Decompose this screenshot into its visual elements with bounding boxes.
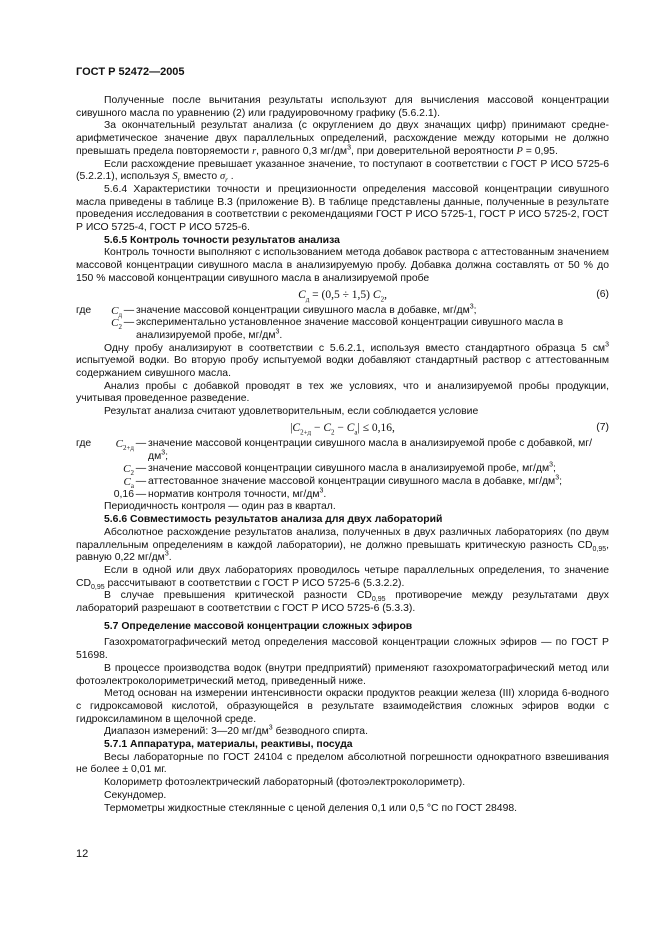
definition-row: 0,16 — норматив контроля точности, $мг/дм^3$. bbox=[113, 487, 327, 500]
paragraph: Весы лабораторные по ГОСТ 24104 с пределом абсолютной погрешности однократного взвешивания не более ± 0,01 мг. bbox=[76, 751, 609, 776]
page-body bbox=[76, 95, 609, 815]
section-heading: 5.6.6 Совместимость результатов анализа для двух лабораторий bbox=[104, 514, 443, 526]
paragraph: Метод основан на измерении интенсивности окраски продуктов реакции железа (III) хлорида 6-водного с гидроксамовой кислотой, образующейся в результате взаимодействия сложных эфиров водки с гидроксиламином в щелочной среде. bbox=[76, 688, 609, 725]
paragraph: За окончательный результат анализа (с округлением до двух значащих цифр) принимают средне-арифметическое значение двух параллельных определений, расхождение между которыми не должно превышать предела повторяемости r, равного 0,3 $мг/дм^3$, при доверительной вероятности P = 0,95. bbox=[76, 120, 609, 157]
formula-number: (7) bbox=[596, 421, 609, 433]
definition-row: $C_а$ — аттестованное значение массовой концентрации сивушного масла в добавке, $мг/дм^3$; bbox=[123, 474, 562, 491]
section-heading: 5.7 Определение массовой концентрации сложных эфиров bbox=[104, 620, 413, 632]
paragraph: Термометры жидкостные стеклянные с ценой деления 0,1 или 0,5 °С по ГОСТ 28498. bbox=[104, 802, 518, 814]
section-heading: 5.6.5 Контроль точности результатов анализа bbox=[104, 234, 340, 246]
paragraph: Диапазон измерений: 3—20 $мг/дм^3$ безводного спирта. bbox=[104, 724, 368, 738]
formula-6: $C_д = (0,5 \div 1,5)$ $C_2$, (6) bbox=[298, 288, 609, 303]
paragraph: Полученные после вычитания результаты используют для вычисления массовой концентрации сивушного масла по уравнению (2) или градуировочному графику (5.6.2.1). bbox=[76, 95, 609, 119]
paragraph: Одну пробу анализируют в соответствии с 5.6.2.1, используя вместо стандартного образца 5 $см^3$ испытуемой водки. Во вторую пробу испытуемой водки добавляют стандартный раствор с аттестованным содержанием сивушного масла. bbox=[76, 341, 609, 380]
paragraph: Анализ пробы с добавкой проводят в тех же условиях, что и анализируемой пробы продукции, учитывая проведенное разведение. bbox=[76, 380, 609, 405]
paragraph: Если в одной или двух лабораториях проводилось четыре параллельных определения, то значение $CD_{0,95}$ рассчитывают в соответствии с ГОСТ Р ИСО 5725-6 (5.3.2.2). bbox=[76, 564, 609, 591]
paragraph: Абсолютное расхождение результатов анализа, полученных в двух различных лабораториях (по двум параллельным определениям в каждой лаборатории), не должно превышать критическую разность $CD_{0,95}$, равную 0,22 $мг/дм^3$. bbox=[76, 526, 609, 564]
page-header: ГОСТ Р 52472—2005 bbox=[76, 66, 185, 78]
symbol-definitions bbox=[76, 438, 609, 502]
paragraph: Если расхождение превышает указанное значение, то поступают в соответствии с ГОСТ Р ИСО 5725-6 (5.2.2.1), используя $S_r$ вместо $\sigma_r$ . bbox=[76, 158, 609, 185]
paragraph: В случае превышения критической разности $CD_{0,95}$ противоречие между результатами двух лабораторий разрешают в соответствии с ГОСТ Р ИСО 5725-6 (5.3.3). bbox=[76, 590, 609, 615]
paragraph: 5.6.4 Характеристики точности и прецизионности определения массовой концентрации сивушного масла приведены в таблице В.3 (приложение В). В таблице представлены данные, полученные в результате проведения исследования в соответствии с рекомендациями ГОСТ Р ИСО 5725-1, ГОСТ Р ИСО 5725-2, ГОСТ Р ИСО 5725-4, ГОСТ Р ИСО 5725-6. bbox=[76, 183, 609, 234]
paragraph: Периодичность контроля — один раз в квартал. bbox=[104, 501, 336, 513]
formula-number: (6) bbox=[596, 288, 609, 300]
paragraph: В процессе производства водок (внутри предприятий) применяют газохроматографический метод или фотоэлектроколориметрический метод, приведенный ниже. bbox=[76, 662, 609, 687]
page-number: 12 bbox=[76, 848, 89, 860]
paragraph: Результат анализа считают удовлетворительным, если соблюдается условие bbox=[104, 406, 479, 418]
paragraph: Газохроматографический метод определения массовой концентрации сложных эфиров — по ГОСТ Р 51698. bbox=[76, 637, 609, 662]
definition-row: $C_2$ — экспериментально установленное значение массовой концентрации сивушного масла в анализируемой пробе, $мг/дм^3$. bbox=[111, 317, 564, 341]
paragraph: Контроль точности выполняют с использованием метода добавок раствора с аттестованным значением массовой концентрации сивушного масла в анализируемую пробу. Добавка должна составлять от 50 % до 150 % массовой концентрации сивушного масла в анализируемой пробе bbox=[76, 247, 609, 284]
formula-7: $|C_{2+д} - C_2 - C_а| \le 0,16$, (7) bbox=[290, 421, 609, 437]
paragraph: Колориметр фотоэлектрический лабораторный (фотоэлектроколориметр). bbox=[104, 777, 466, 789]
section-heading: 5.7.1 Аппаратура, материалы, реактивы, посуда bbox=[104, 739, 353, 751]
symbol-definitions bbox=[76, 305, 609, 343]
definition-row: где $C_{2+д}$ — значение массовой концентрации сивушного масла в анализируемой пробе с добавкой, $мг/дм^3$; bbox=[76, 437, 592, 462]
definition-row: $C_2$ — значение массовой концентрации сивушного масла в анализируемой пробе, $мг/дм^3$; bbox=[123, 461, 556, 478]
definition-row: где $C_д$ — значение массовой концентрации сивушного масла в добавке, $мг/дм^3$; bbox=[76, 303, 477, 319]
paragraph: Секундомер. bbox=[104, 789, 167, 801]
